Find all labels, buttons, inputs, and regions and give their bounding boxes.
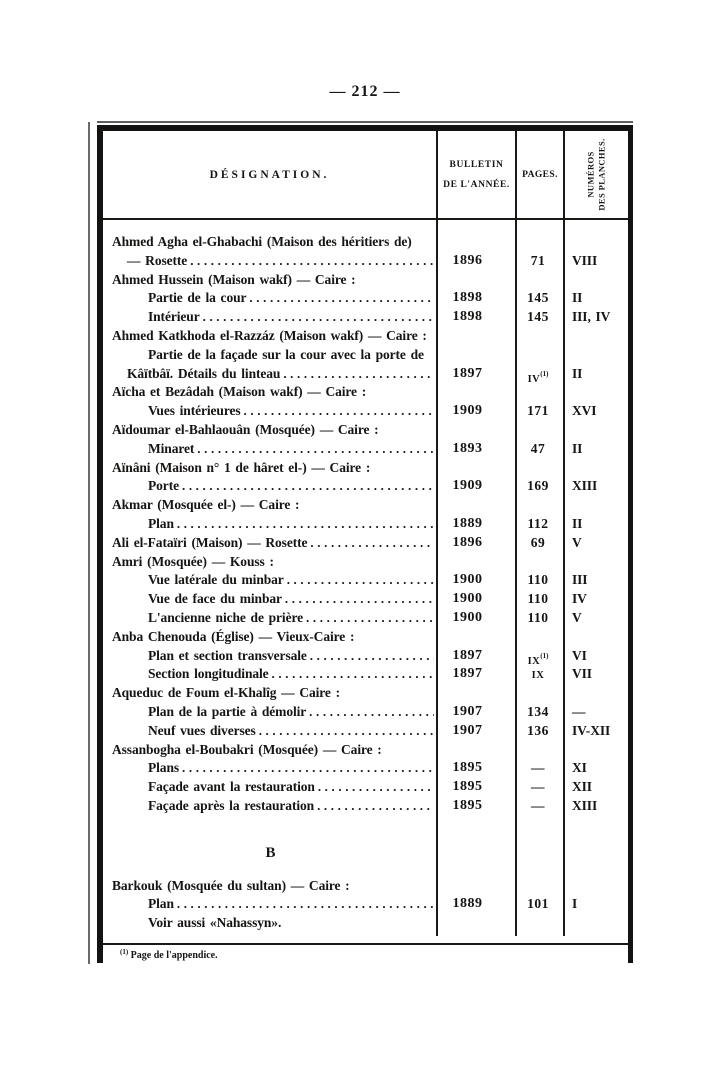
- designation-cell: [103, 628, 438, 647]
- bulletin-cell: 1909: [452, 478, 483, 494]
- designation-cell: [103, 327, 438, 346]
- designation-text: Aïcha et Bezâdah (Maison wakf) — Caire :: [112, 384, 367, 400]
- designation-text: — Rosette: [127, 252, 188, 268]
- table-row: [103, 797, 628, 816]
- pages-value: 110: [527, 591, 549, 607]
- planches-cell: [565, 877, 627, 896]
- bulletin-cell: [438, 741, 517, 760]
- bulletin-cell: 1907: [452, 722, 483, 738]
- bulletin-cell: [438, 459, 517, 478]
- pages-cell: [517, 233, 565, 252]
- pages-cell: [517, 590, 565, 609]
- table-row: [103, 647, 628, 666]
- pages-value: 145: [527, 290, 549, 306]
- bulletin-cell: [438, 684, 517, 703]
- table-header: [103, 131, 628, 220]
- table-row: [103, 571, 628, 590]
- designation-cell: [103, 571, 438, 590]
- pages-cell: [517, 515, 565, 534]
- dot-leader: [179, 759, 434, 778]
- pages-value: 134: [527, 703, 549, 719]
- pages-value: 169: [527, 478, 549, 494]
- designation-text: Façade avant la restauration: [148, 779, 315, 795]
- column-header-designation: DÉSIGNATION.: [209, 168, 330, 181]
- dot-leader: [246, 289, 434, 308]
- table-row: [103, 722, 628, 741]
- dot-leader: [284, 571, 434, 590]
- pages-value: IX: [531, 670, 545, 682]
- bulletin-cell: 1907: [452, 703, 483, 719]
- planches-cell: XIII: [572, 797, 598, 813]
- pages-cell: [517, 365, 565, 384]
- bulletin-cell: 1893: [452, 440, 483, 456]
- planches-cell: [565, 496, 627, 515]
- spacer-row: [103, 816, 628, 844]
- column-header-pages: PAGES.: [522, 169, 558, 180]
- table-row: [103, 289, 628, 308]
- designation-cell: [103, 477, 438, 496]
- pages-cell: [517, 609, 565, 628]
- planches-cell: III: [572, 572, 588, 588]
- dot-leader: [200, 308, 434, 327]
- table-row: [103, 346, 628, 365]
- designation-text: Amri (Mosquée) — Kouss :: [112, 553, 274, 569]
- table-row: [103, 590, 628, 609]
- planches-cell: II: [572, 365, 583, 381]
- footnote-text: Page de l'appendice.: [130, 950, 218, 961]
- planches-header-line2: DES PLANCHES.: [596, 138, 606, 211]
- table-row: [103, 914, 628, 933]
- pages-value: 71: [530, 252, 546, 268]
- planches-cell: XI: [572, 760, 587, 776]
- designation-text: Section longitudinale: [148, 666, 269, 682]
- designation-text: Ali el-Fataïri (Maison) — Rosette: [112, 534, 308, 550]
- bulletin-cell: 1889: [452, 896, 483, 912]
- designation-cell: [103, 759, 438, 778]
- planches-cell: [565, 553, 627, 572]
- pages-cell: [517, 571, 565, 590]
- bulletin-cell: [438, 327, 517, 346]
- planches-cell: IV-XII: [572, 722, 611, 738]
- planches-cell: XIII: [572, 478, 598, 494]
- pages-value: —: [531, 760, 545, 776]
- pages-cell: [517, 477, 565, 496]
- planches-cell: —: [572, 703, 586, 719]
- designation-cell: [103, 459, 438, 478]
- designation-text: Ahmed Agha el-Ghabachi (Maison des héritiers de): [112, 234, 412, 249]
- pages-footnote-ref: (1): [540, 651, 549, 660]
- designation-text: Aïdoumar el-Bahlaouân (Mosquée) — Caire :: [112, 421, 379, 437]
- designation-text: Plans: [148, 760, 180, 776]
- spacer-row: [103, 863, 628, 877]
- designation-text: Barkouk (Mosquée du sultan) — Caire :: [112, 877, 350, 893]
- designation-cell: [103, 252, 438, 271]
- column-header-bulletin: [438, 131, 515, 218]
- bulletin-cell: [438, 914, 517, 933]
- bulletin-cell: 1896: [452, 534, 483, 550]
- bulletin-cell: [438, 421, 517, 440]
- planches-cell: [565, 383, 627, 402]
- pages-cell: [517, 877, 565, 896]
- bulletin-cell: 1900: [452, 591, 483, 607]
- planches-cell: XVI: [572, 403, 597, 419]
- planches-cell: XII: [572, 779, 592, 795]
- pages-cell: [517, 383, 565, 402]
- planches-cell: [565, 741, 627, 760]
- table-row: [103, 778, 628, 797]
- designation-text: Façade après la restauration: [148, 797, 315, 813]
- table-row: [103, 553, 628, 572]
- pages-value: IV: [527, 373, 541, 385]
- planches-cell: VI: [572, 647, 587, 663]
- footnote: [103, 945, 628, 961]
- pages-cell: [517, 327, 565, 346]
- planches-cell: [565, 914, 627, 933]
- table-row: [103, 877, 628, 896]
- pages-cell: [517, 797, 565, 816]
- designation-text: Assanbogha el-Boubakri (Mosquée) — Caire :: [112, 741, 382, 757]
- pages-value: —: [531, 779, 545, 795]
- dot-leader: [282, 590, 434, 609]
- designation-cell: [103, 365, 438, 384]
- dot-leader: [187, 252, 434, 271]
- dot-leader: [194, 440, 434, 459]
- planches-header-line1: NUMÉROS: [585, 151, 596, 198]
- bulletin-header-line2: DE L'ANNÉE.: [443, 179, 510, 190]
- planches-cell: IV: [572, 591, 587, 607]
- designation-text: Ahmed Hussein (Maison wakf) — Caire :: [112, 271, 356, 287]
- designation-text: Plan et section transversale: [148, 647, 307, 663]
- pages-cell: [517, 346, 565, 365]
- bulletin-cell: 1897: [452, 647, 483, 663]
- bulletin-header-line1: BULLETIN: [449, 159, 504, 170]
- table-row: [103, 665, 628, 684]
- planches-cell: [565, 459, 627, 478]
- table-row: [103, 233, 628, 252]
- designation-cell: [103, 797, 438, 816]
- dot-leader: [314, 797, 434, 816]
- table-row: [103, 402, 628, 421]
- bulletin-cell: 1898: [452, 309, 483, 325]
- planches-cell: II: [572, 440, 583, 456]
- designation-cell: [103, 496, 438, 515]
- designation-cell: [103, 914, 438, 933]
- designation-text: Plan de la partie à démolir: [148, 703, 307, 719]
- designation-text: Vue de face du minbar: [148, 591, 282, 607]
- designation-cell: [103, 515, 438, 534]
- bulletin-cell: [438, 877, 517, 896]
- designation-text: Aqueduc de Foum el-Khalîg — Caire :: [112, 685, 340, 701]
- pages-cell: [517, 895, 565, 914]
- planches-cell: [565, 271, 627, 290]
- pages-cell: [517, 759, 565, 778]
- designation-cell: [103, 402, 438, 421]
- dot-leader: [269, 665, 434, 684]
- dot-leader: [307, 534, 434, 553]
- bulletin-cell: [438, 233, 517, 252]
- designation-cell: [103, 308, 438, 327]
- pages-cell: [517, 665, 565, 684]
- designation-text: Kâïtbâï. Détails du linteau: [127, 365, 281, 381]
- page-number: — 212 —: [329, 83, 401, 100]
- designation-cell: [103, 271, 438, 290]
- table-row: [103, 496, 628, 515]
- index-table: [97, 125, 633, 963]
- bulletin-cell: 1896: [452, 252, 483, 268]
- bulletin-cell: 1895: [452, 797, 483, 813]
- designation-text: Vues intérieures: [148, 403, 241, 419]
- bulletin-cell: 1895: [452, 779, 483, 795]
- designation-text: Anba Chenouda (Église) — Vieux-Caire :: [112, 628, 355, 644]
- table-row: [103, 252, 628, 271]
- designation-cell: [103, 684, 438, 703]
- designation-cell: [103, 289, 438, 308]
- planches-cell: III, IV: [572, 309, 611, 325]
- pages-cell: [517, 553, 565, 572]
- planches-cell: VII: [572, 666, 592, 682]
- pages-cell: [517, 684, 565, 703]
- outer-rule-left: [88, 122, 90, 964]
- planches-header-rotated: [586, 138, 607, 210]
- designation-cell: [103, 440, 438, 459]
- pages-cell: [517, 741, 565, 760]
- designation-cell: [103, 609, 438, 628]
- designation-text: Minaret: [148, 440, 195, 456]
- designation-cell: [103, 895, 438, 914]
- bulletin-cell: 1897: [452, 666, 483, 682]
- planches-cell: [565, 628, 627, 647]
- bulletin-cell: 1900: [452, 609, 483, 625]
- designation-cell: [103, 665, 438, 684]
- designation-cell: [103, 741, 438, 760]
- table-row: [103, 440, 628, 459]
- designation-text: Partie de la façade sur la cour avec la porte de: [148, 346, 424, 362]
- pages-cell: [517, 628, 565, 647]
- bulletin-cell: 1895: [452, 760, 483, 776]
- pages-value: 112: [527, 515, 549, 531]
- table-row: [103, 759, 628, 778]
- table-body: [103, 220, 628, 936]
- designation-text: Partie de la cour: [148, 290, 247, 306]
- bulletin-cell: 1909: [452, 403, 483, 419]
- designation-text: Voir aussi «Nahassyn».: [148, 915, 282, 931]
- designation-cell: [103, 647, 438, 666]
- pages-cell: [517, 308, 565, 327]
- pages-cell: [517, 402, 565, 421]
- bulletin-cell: [438, 496, 517, 515]
- designation-cell: [103, 383, 438, 402]
- pages-value: 69: [530, 534, 546, 550]
- bulletin-cell: [438, 271, 517, 290]
- footnote-marker: (1): [120, 948, 129, 956]
- table-row: [103, 895, 628, 914]
- pages-cell: [517, 271, 565, 290]
- table-row: [103, 741, 628, 760]
- outer-rule-top: [97, 121, 633, 123]
- pages-cell: [517, 722, 565, 741]
- bulletin-cell: [438, 628, 517, 647]
- designation-text: Neuf vues diverses: [148, 722, 256, 738]
- planches-cell: II: [572, 290, 583, 306]
- table-row: [103, 703, 628, 722]
- designation-cell: [103, 722, 438, 741]
- table-row: [103, 515, 628, 534]
- bulletin-cell: [438, 553, 517, 572]
- planches-cell: V: [572, 534, 582, 550]
- planches-cell: [565, 346, 627, 365]
- table-row: [103, 383, 628, 402]
- dot-leader: [307, 647, 434, 666]
- designation-text: Ahmed Katkhoda el-Razzáz (Maison wakf) — Caire :: [112, 327, 427, 343]
- designation-text: Plan: [148, 896, 174, 912]
- table-row: [103, 308, 628, 327]
- bulletin-cell: [438, 383, 517, 402]
- dot-leader: [306, 703, 434, 722]
- designation-cell: [103, 877, 438, 896]
- dot-leader: [174, 515, 434, 534]
- dot-leader: [179, 477, 434, 496]
- pages-cell: [517, 534, 565, 553]
- table-row: [103, 459, 628, 478]
- pages-value: 110: [527, 572, 549, 588]
- table-row: [103, 628, 628, 647]
- dot-leader: [280, 365, 434, 384]
- designation-text: Aïnâni (Maison n° 1 de hâret el-) — Caire :: [112, 459, 371, 475]
- planches-cell: [565, 327, 627, 346]
- planches-cell: II: [572, 515, 583, 531]
- table-row: [103, 609, 628, 628]
- pages-value: 47: [530, 440, 546, 456]
- designation-cell: [103, 703, 438, 722]
- table-row: [103, 684, 628, 703]
- bulletin-cell: 1897: [452, 365, 483, 381]
- bulletin-cell: 1889: [452, 515, 483, 531]
- bulletin-cell: [438, 346, 517, 365]
- designation-text: Akmar (Mosquée el-) — Caire :: [112, 497, 300, 513]
- designation-cell: [103, 553, 438, 572]
- planches-cell: I: [572, 896, 578, 912]
- pages-cell: [517, 496, 565, 515]
- designation-cell: [103, 534, 438, 553]
- pages-cell: [517, 778, 565, 797]
- pages-cell: [517, 914, 565, 933]
- planches-cell: [565, 684, 627, 703]
- planches-cell: V: [572, 609, 582, 625]
- table-row: [103, 271, 628, 290]
- pages-footnote-ref: (1): [540, 369, 549, 378]
- designation-cell: [103, 233, 438, 252]
- table-row: [103, 365, 628, 384]
- pages-cell: [517, 459, 565, 478]
- pages-cell: [517, 703, 565, 722]
- planches-cell: [565, 233, 627, 252]
- dot-leader: [256, 722, 434, 741]
- designation-cell: [103, 421, 438, 440]
- pages-value: 145: [527, 309, 549, 325]
- dot-leader: [174, 895, 434, 914]
- table-row: [103, 421, 628, 440]
- pages-cell: [517, 252, 565, 271]
- table-row: [103, 327, 628, 346]
- designation-text: Vue latérale du minbar: [148, 572, 284, 588]
- section-letter: B: [265, 844, 276, 861]
- designation-cell: [103, 346, 438, 365]
- pages-value: 110: [527, 609, 549, 625]
- designation-text: Plan: [148, 515, 174, 531]
- designation-cell: [103, 590, 438, 609]
- pages-value: IX: [527, 655, 541, 667]
- designation-text: Porte: [148, 478, 179, 494]
- table-row: [103, 534, 628, 553]
- pages-cell: [517, 440, 565, 459]
- dot-leader: [303, 609, 434, 628]
- pages-cell: [517, 289, 565, 308]
- pages-value: 171: [527, 403, 549, 419]
- designation-text: Intérieur: [148, 309, 200, 325]
- pages-value: —: [531, 797, 545, 813]
- planches-cell: [565, 421, 627, 440]
- pages-value: 136: [527, 722, 549, 738]
- pages-cell: [517, 421, 565, 440]
- bulletin-cell: 1900: [452, 572, 483, 588]
- pages-cell: [517, 647, 565, 666]
- planches-cell: VIII: [572, 252, 598, 268]
- pages-value: 101: [527, 896, 549, 912]
- table-row: [103, 477, 628, 496]
- dot-leader: [241, 402, 434, 421]
- designation-text: L'ancienne niche de prière: [148, 609, 304, 625]
- bulletin-cell: 1898: [452, 290, 483, 306]
- dot-leader: [315, 778, 434, 797]
- designation-cell: [103, 778, 438, 797]
- column-header-planches: [565, 131, 627, 218]
